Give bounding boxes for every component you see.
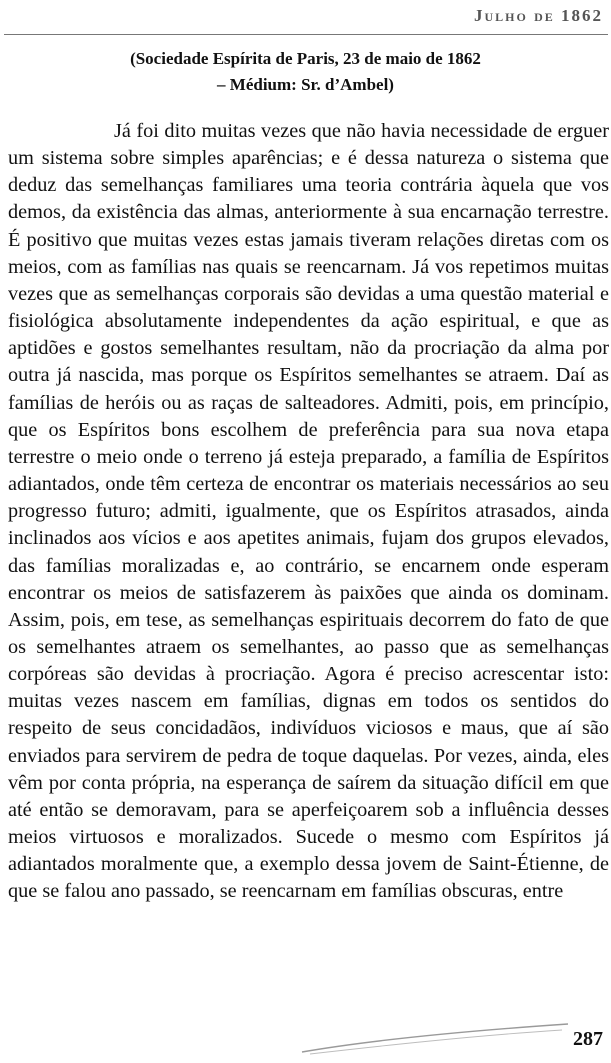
source-attribution <box>0 46 611 98</box>
source-line-2: – Médium: Sr. d’Ambel) <box>217 75 394 94</box>
body-paragraph: Já foi dito muitas vezes que não havia necessidade de erguer um sistema sobre simples aparências; e é dessa natureza o sistema que deduz das semelhanças familiares uma teoria contrária àquela que vos demos, da existência das almas, anteriormente à sua encarnação terrestre. É positivo que muitas vezes estas jamais tiveram relações diretas com os meios, com as famílias nas quais se reencarnam. Já vos repetimos muitas vezes que as semelhanças corporais são devidas a uma questão material e fisiológica absolutamente independentes da ação espiritual, e que as aptidões e gostos semelhantes resultam, não da procriação da alma por outra já nascida, mas porque os Espíritos semelhantes se atraem. Daí as famílias de heróis ou as raças de salteadores. Admiti, pois, em princípio, que os Espíritos bons escolhem de preferência para sua nova etapa terrestre o meio onde o terreno já esteja preparado, a família de Espíritos adiantados, onde têm certeza de encontrar os materiais necessários ao seu progresso futuro; admiti, igualmente, que os Espíritos atrasados, ainda inclinados aos vícios e aos apetites animais, fujam dos grupos elevados, das famílias moralizadas e, ao contrário, se encarnem onde esperam encontrar os meios de satisfazerem às paixões que ainda os dominam. Assim, pois, em tese, as semelhanças espirituais decorrem do fato de que os semelhantes atraem os semelhantes, ao passo que as semelhanças corpóreas são devidas à procriação. Agora é preciso acrescentar isto: muitas vezes nascem em famílias, dignas em todos os sentidos do respeito de seus concidadãos, indivíduos viciosos e maus, que aí são enviados para servirem de pedra de toque daquelas. Por vezes, ainda, eles vêm por conta própria, na esperança de saírem da situação difícil em que até então se demoravam, para se aperfeiçoarem sob a influência desses meios virtuosos e moralizados. Sucede o mesmo com Espíritos já adiantados moralmente que, a exemplo dessa jovem de Saint-Étienne, de que se falou ano passado, se reencarnam em famílias obscuras, entre <box>8 120 609 903</box>
header-rule <box>4 34 608 35</box>
source-line-1: (Sociedade Espírita de Paris, 23 de maio de 1862 <box>130 49 481 68</box>
running-header: Julho de 1862 <box>473 6 603 25</box>
page-number: 287 <box>573 1028 603 1050</box>
swash-curve-icon <box>300 1022 572 1056</box>
